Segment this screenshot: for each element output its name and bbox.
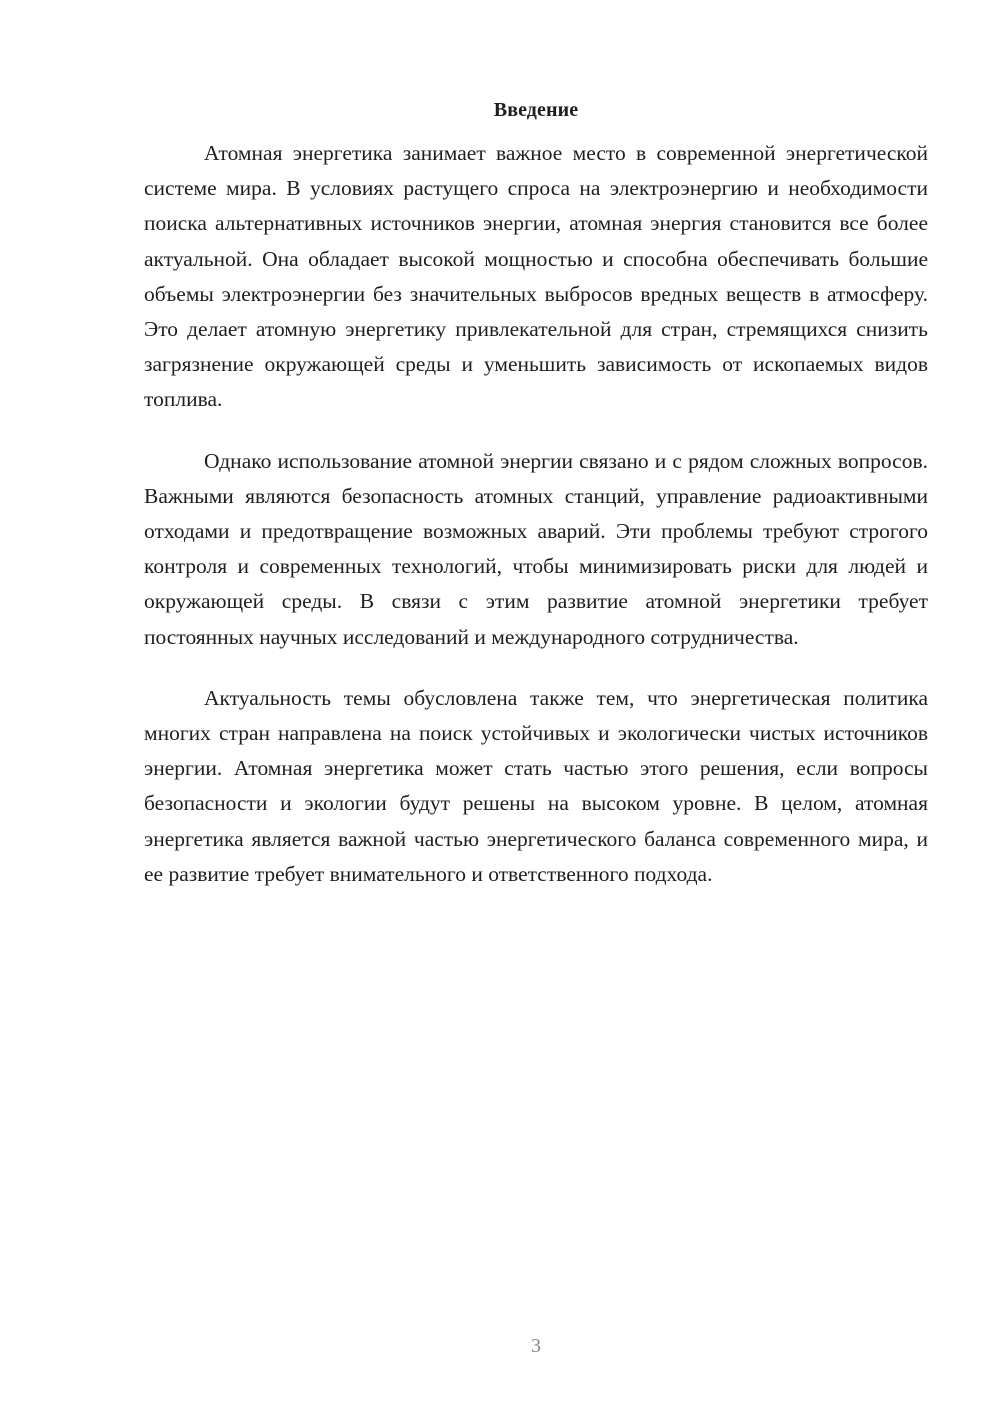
page-number: 3 [531, 1335, 541, 1357]
section-heading: Введение [493, 99, 579, 121]
paragraph-1: Атомная энергетика занимает важное место в современной энергетической системе мира. В условиях растущего спроса на электроэнергию и необходимости поиска альтернативных источников энергии, атомная энергия становится все более актуальной. Она обладает высокой мощностью и способна обеспечивать большие объемы электроэнергии без значительных выбросов вредных веществ в атмосферу. Это делает атомную энергетику привлекательной для стран, стремящихся снизить загрязнение окружающей среды и уменьшить зависимость от ископаемых видов топлива. [144, 141, 928, 412]
paragraph-2: Однако использование атомной энергии связано и с рядом сложных вопросов. Важными являются безопасность атомных станций, управление радиоактивными отходами и предотвращение возможных аварий. Эти проблемы требуют строгого контроля и современных технологий, чтобы минимизировать риски для людей и окружающей среды. В связи с этим развитие атомной энергетики требует постоянных научных исследований и международного сотрудничества. [144, 448, 928, 649]
paragraph-3: Актуальность темы обусловлена также тем, что энергетическая политика многих стран направлена на поиск устойчивых и экологически чистых источников энергии. Атомная энергетика может стать частью этого решения, если вопросы безопасности и экологии будут решены на высоком уровне. В целом, атомная энергетика является важной частью энергетического баланса современного мира, и ее развитие требует внимательного и ответственного подхода. [144, 685, 928, 886]
page-content [144, 96, 928, 892]
